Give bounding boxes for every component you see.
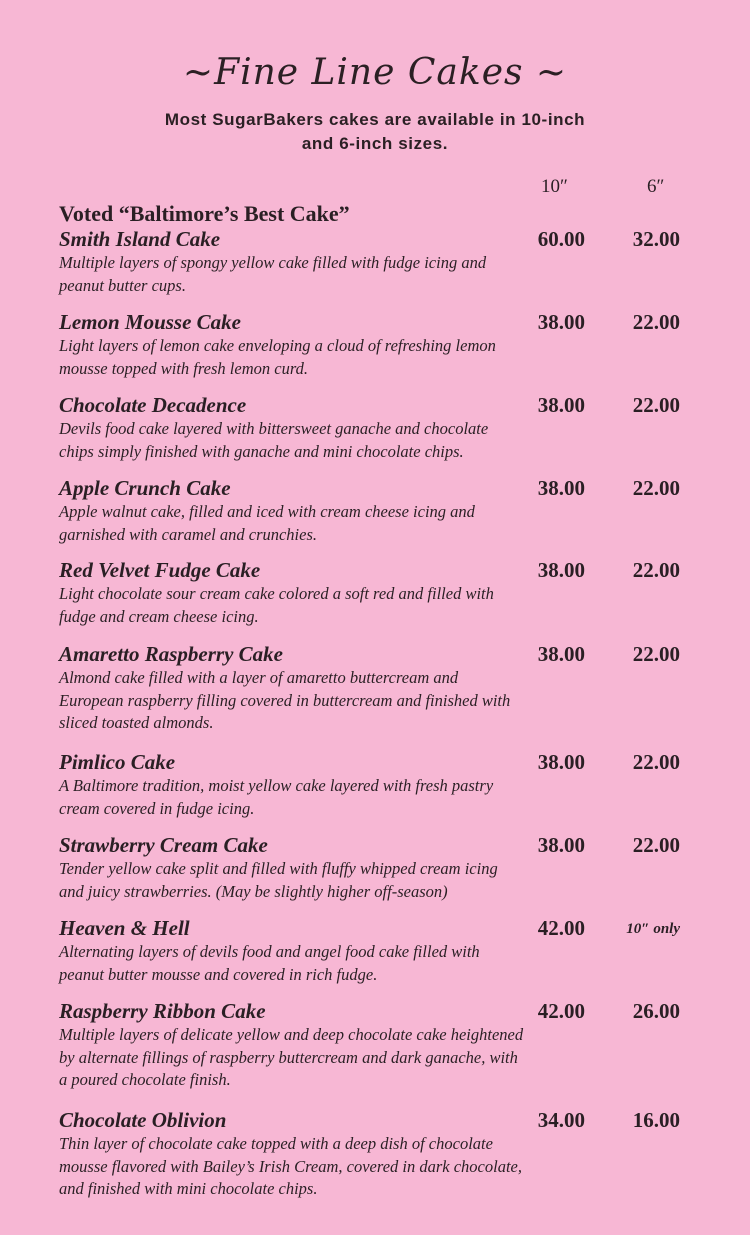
item-description-line: chips simply finished with ganache and mini chocolate chips.: [59, 441, 464, 461]
price-6-inch: 22.00: [632, 642, 680, 666]
item-description-line: European raspberry filling covered in buttercream and finished with: [59, 690, 511, 710]
item-description-line: and juicy strawberries. (May be slightly higher off-season): [59, 881, 448, 901]
item-description-line: Apple walnut cake, filled and iced with cream cheese icing and: [59, 502, 475, 521]
size-header-6-inch: 6″: [647, 176, 665, 197]
price-10-inch: 34.00: [537, 1108, 585, 1132]
item-description-line: peanut butter cups.: [59, 275, 186, 295]
price-6-inch: 32.00: [632, 227, 680, 251]
item-description-line: a poured chocolate finish.: [59, 1070, 231, 1089]
price-10-inch: 38.00: [537, 476, 585, 500]
menu-title: ~Fine Line Cakes ~: [182, 52, 568, 93]
price-6-inch: 22.00: [632, 310, 680, 334]
item-name: Chocolate Decadence: [59, 393, 247, 417]
menu-item: [59, 226, 689, 297]
item-description-line: cream covered in fudge icing.: [59, 798, 255, 818]
menu-item: [59, 309, 689, 380]
price-10-inch: 38.00: [537, 393, 585, 417]
price-6-inch: 22.00: [632, 750, 680, 774]
item-name: Red Velvet Fudge Cake: [59, 558, 261, 582]
menu-subtitle: [80, 108, 670, 156]
menu-item: [59, 915, 689, 986]
price-10-inch: 38.00: [537, 310, 585, 334]
item-description-line: sliced toasted almonds.: [59, 713, 214, 732]
item-description-line: Light chocolate sour cream cake colored a soft red and filled with: [59, 584, 494, 603]
price-10-inch: 42.00: [537, 916, 585, 940]
item-name: Strawberry Cream Cake: [59, 833, 268, 857]
item-description-line: Thin layer of chocolate cake topped with a deep dish of chocolate: [59, 1134, 493, 1153]
item-description-line: Devils food cake layered with bittersweet ganache and chocolate: [59, 419, 489, 438]
item-name: Raspberry Ribbon Cake: [59, 999, 266, 1023]
item-name: Lemon Mousse Cake: [59, 310, 242, 334]
item-description-line: Light layers of lemon cake enveloping a cloud of refreshing lemon: [59, 336, 496, 355]
price-10-inch: 42.00: [537, 999, 585, 1023]
price-10-inch: 38.00: [537, 642, 585, 666]
menu-item: [59, 641, 689, 735]
size-header-10-inch: 10″: [541, 176, 568, 197]
price-6-inch: 22.00: [632, 393, 680, 417]
price-note: 10″ only: [626, 921, 680, 937]
price-6-inch: 16.00: [632, 1108, 680, 1132]
menu-item: [59, 557, 689, 628]
item-description-line: by alternate fillings of raspberry buttercream and dark ganache, with: [59, 1047, 518, 1067]
menu-item: [59, 998, 689, 1092]
price-10-inch: 38.00: [537, 750, 585, 774]
price-6-inch: 22.00: [632, 476, 680, 500]
subtitle-line: and 6-inch sizes.: [301, 134, 449, 153]
item-name: Chocolate Oblivion: [59, 1108, 227, 1132]
menu-item: [59, 1107, 689, 1201]
menu-item: [59, 475, 689, 546]
item-description-line: mousse topped with fresh lemon curd.: [59, 358, 309, 378]
price-10-inch: 38.00: [537, 833, 585, 857]
price-6-inch: 22.00: [632, 558, 680, 582]
item-name: Apple Crunch Cake: [59, 476, 231, 500]
menu-item: [59, 392, 689, 463]
item-name: Pimlico Cake: [59, 750, 176, 774]
price-6-inch: 26.00: [632, 999, 680, 1023]
item-description-line: and finished with mini chocolate chips.: [59, 1179, 318, 1198]
item-description-line: garnished with caramel and crunchies.: [59, 524, 318, 544]
menu-item: [59, 749, 689, 820]
item-name: Smith Island Cake: [59, 227, 221, 251]
item-description-line: Multiple layers of delicate yellow and deep chocolate cake heightened: [59, 1025, 524, 1044]
item-description-line: Almond cake filled with a layer of amaretto buttercream and: [59, 668, 459, 687]
item-description-line: fudge and cream cheese icing.: [59, 606, 259, 626]
item-description-line: peanut butter mousse and covered in rich fudge.: [59, 964, 378, 984]
subtitle-line: Most SugarBakers cakes are available in 10-inch: [164, 110, 586, 129]
menu-item: [59, 832, 689, 903]
item-description-line: A Baltimore tradition, moist yellow cake layered with fresh pastry: [59, 776, 494, 795]
item-name: Amaretto Raspberry Cake: [59, 642, 283, 666]
price-10-inch: 38.00: [537, 558, 585, 582]
item-name: Heaven & Hell: [59, 916, 190, 940]
price-10-inch: 60.00: [537, 227, 585, 251]
voted-best-heading: Voted “Baltimore’s Best Cake”: [59, 201, 350, 226]
item-description-line: Alternating layers of devils food and angel food cake filled with: [59, 942, 480, 961]
item-description-line: Multiple layers of spongy yellow cake filled with fudge icing and: [59, 253, 487, 272]
item-description-line: Tender yellow cake split and filled with fluffy whipped cream icing: [59, 859, 498, 878]
price-6-inch: 22.00: [632, 833, 680, 857]
item-description-line: mousse flavored with Bailey’s Irish Cream, covered in dark chocolate,: [59, 1156, 522, 1176]
